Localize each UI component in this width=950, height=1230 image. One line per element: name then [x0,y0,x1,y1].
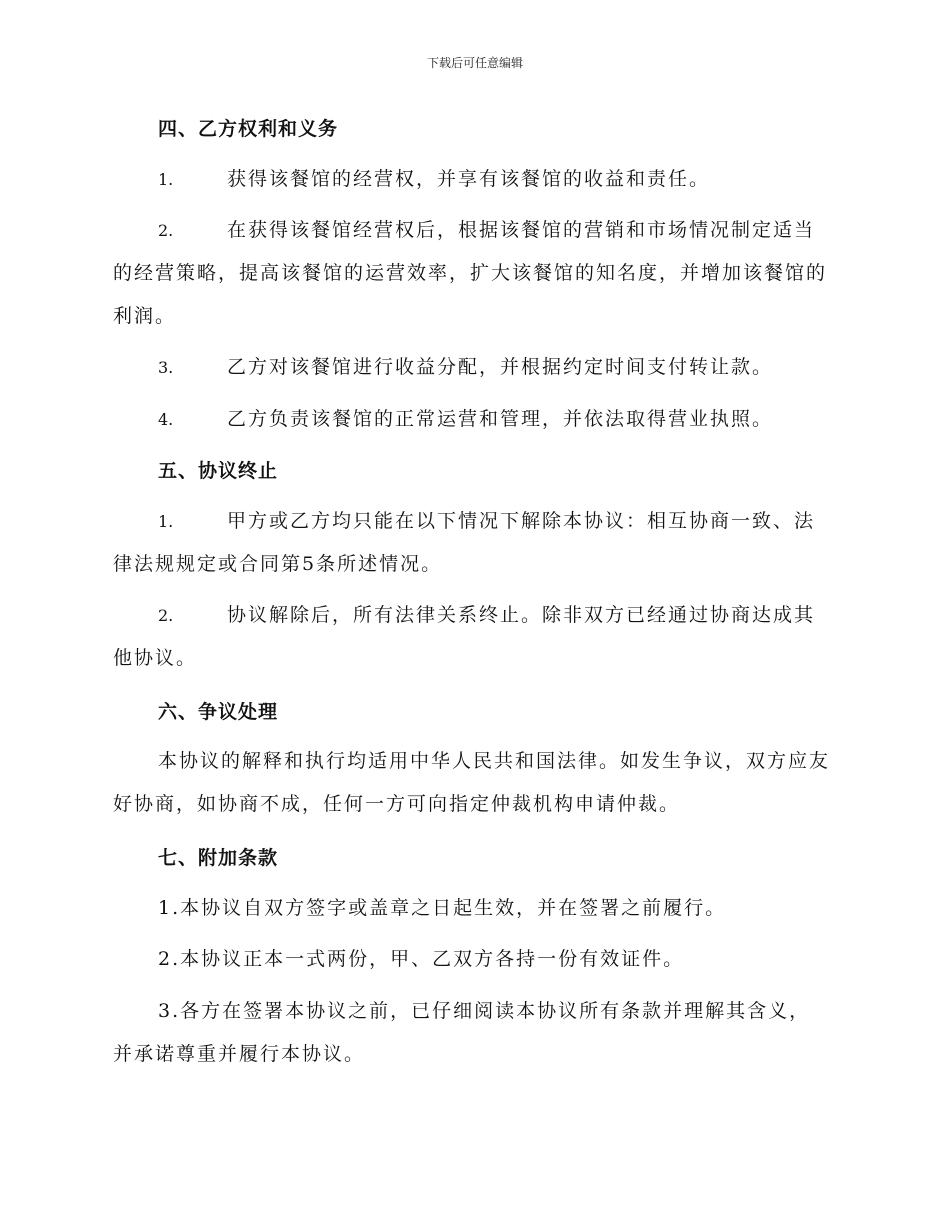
paragraph: 2.本协议正本一式两份，甲、乙双方各持一份有效证件。 [158,948,685,970]
section-heading-7: 七、附加条款 [158,847,279,869]
section-heading-5: 五、协议终止 [158,460,279,482]
item-number: 3. [158,358,174,377]
item-text: 协议解除后，所有法律关系终止。除非双方已经通过协商达成其他协议。 [113,604,816,669]
item-text: 获得该餐馆的经营权，并享有该餐馆的收益和责任。 [227,168,711,190]
item-text: 甲方或乙方均只能在以下情况下解除本协议：相互协商一致、法律法规规定或合同第5条所述情况。 [113,510,816,575]
item-number: 1. [158,512,174,531]
item-number: 2. [158,606,174,625]
item-number: 2. [158,221,174,240]
item-number: 1. [158,170,174,189]
section-heading-4: 四、乙方权利和义务 [158,118,339,140]
item-text: 乙方负责该餐馆的正常运营和管理，并依法取得营业执照。 [227,408,774,430]
item-text: 在获得该餐馆经营权后，根据该餐馆的营销和市场情况制定适当的经营策略，提高该餐馆的运营效率，扩大该餐馆的知名度，并增加该餐馆的利润。 [113,219,828,327]
paragraph: 3.各方在签署本协议之前，已仔细阅读本协议所有条款并理解其含义，并承诺尊重并履行本协议。 [113,1000,811,1065]
item-text: 乙方对该餐馆进行收益分配，并根据约定时间支付转让款。 [227,356,774,378]
item-number: 4. [158,410,174,429]
page-header: 下载后可任意编辑 [426,56,523,70]
paragraph: 1.本协议自双方签字或盖章之日起生效，并在签署之前履行。 [158,897,727,919]
paragraph: 本协议的解释和执行均适用中华人民共和国法律。如发生争议，双方应友好协商，如协商不成，任何一方可向指定仲裁机构申请仲裁。 [113,750,831,815]
section-heading-6: 六、争议处理 [158,701,279,723]
